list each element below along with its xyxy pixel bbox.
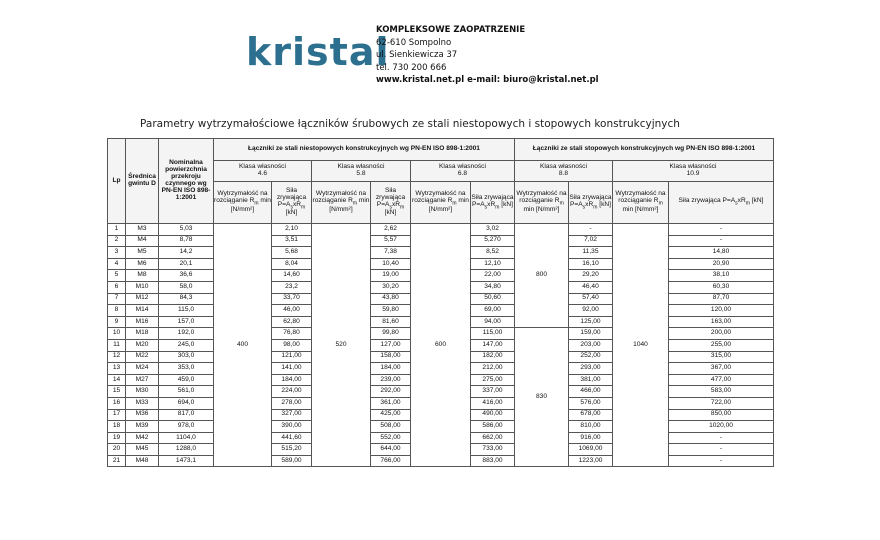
cell-diameter: M36: [126, 409, 159, 421]
cell-force-46: 98,00: [272, 339, 312, 351]
header-rm-min: Wytrzymałość na rozciąganie $R_m$ min [N/mm²]: [613, 182, 669, 224]
cell-force-68: 275,00: [471, 374, 515, 386]
cell-lp: 11: [108, 339, 126, 351]
header-rm-min: Wytrzymałość na rozciąganie $R_m$ min [N/mm²]: [411, 182, 471, 224]
cell-force-109: 315,00: [669, 351, 774, 363]
class-value: 6.8: [457, 170, 468, 177]
cell-area: 245,0: [159, 339, 214, 351]
cell-force-58: 766,00: [371, 455, 411, 467]
cell-diameter: M42: [126, 432, 159, 444]
cell-force-109: 87,70: [669, 293, 774, 305]
company-address-street: ul. Sienkiewicza 37: [376, 50, 458, 60]
cell-force-46: 2,10: [272, 224, 312, 236]
class-label: Klasa własności: [239, 163, 286, 171]
header-lp: Lp: [108, 139, 126, 224]
cell-force-88: 1069,00: [569, 444, 613, 456]
cell-force-46: 76,80: [272, 328, 312, 340]
cell-force-58: 508,00: [371, 421, 411, 433]
cell-force-109: 477,00: [669, 374, 774, 386]
cell-force-46: 141,00: [272, 363, 312, 375]
cell-force-46: 278,00: [272, 397, 312, 409]
cell-force-68: 337,00: [471, 386, 515, 398]
cell-force-109: -: [669, 444, 774, 456]
cell-force-46: 46,00: [272, 305, 312, 317]
cell-force-109: 583,00: [669, 386, 774, 398]
header-diameter: Średnica gwintu D: [126, 139, 159, 224]
cell-diameter: M20: [126, 339, 159, 351]
cell-force-58: 425,00: [371, 409, 411, 421]
cell-force-88: 252,00: [569, 351, 613, 363]
cell-lp: 4: [108, 258, 126, 270]
cell-force-58: 184,00: [371, 363, 411, 375]
cell-force-68: 22,00: [471, 270, 515, 282]
cell-force-68: 34,80: [471, 281, 515, 293]
cell-area: 303,0: [159, 351, 214, 363]
cell-force-88: -: [569, 224, 613, 236]
cell-force-109: 163,00: [669, 316, 774, 328]
cell-force-88: 125,00: [569, 316, 613, 328]
header-rm-min: Wytrzymałość na rozciąganie $R_m$ min [N/mm²]: [515, 182, 569, 224]
cell-force-58: 292,00: [371, 386, 411, 398]
header-breaking-force: Siła zrywająca $P=A_sxR_m$ [kN]: [371, 182, 411, 224]
cell-force-58: 43,80: [371, 293, 411, 305]
cell-force-46: 121,00: [272, 351, 312, 363]
cell-lp: 12: [108, 351, 126, 363]
cell-force-109: -: [669, 224, 774, 236]
cell-force-46: 327,00: [272, 409, 312, 421]
cell-area: 1288,0: [159, 444, 214, 456]
cell-area: 978,0: [159, 421, 214, 433]
header-breaking-force: Siła zrywająca $P=A_sxR_m$ [kN]: [669, 182, 774, 224]
class-label: Klasa własności: [540, 163, 587, 171]
cell-force-68: 8,52: [471, 247, 515, 259]
cell-area: 459,0: [159, 374, 214, 386]
cell-force-58: 2,62: [371, 224, 411, 236]
cell-force-46: 224,00: [272, 386, 312, 398]
header-class-46: [214, 161, 312, 182]
cell-force-109: 722,00: [669, 397, 774, 409]
cell-force-46: 33,70: [272, 293, 312, 305]
cell-rm-58: 520: [312, 224, 371, 467]
cell-lp: 9: [108, 316, 126, 328]
class-value: 10.9: [686, 170, 700, 177]
cell-rm-88-large: 830: [515, 328, 569, 467]
cell-force-109: 120,00: [669, 305, 774, 317]
cell-force-68: 733,00: [471, 444, 515, 456]
header-class-68: [411, 161, 515, 182]
cell-force-68: 3,02: [471, 224, 515, 236]
company-address-city: 62-610 Sompolno: [376, 37, 452, 48]
cell-force-109: -: [669, 432, 774, 444]
cell-force-109: 255,00: [669, 339, 774, 351]
cell-area: 157,0: [159, 316, 214, 328]
cell-area: 1104,0: [159, 432, 214, 444]
cell-diameter: M22: [126, 351, 159, 363]
cell-lp: 5: [108, 270, 126, 282]
cell-diameter: M30: [126, 386, 159, 398]
header-rm-min: Wytrzymałość na rozciąganie $R_m$ min [N/mm²]: [312, 182, 371, 224]
cell-diameter: M48: [126, 455, 159, 467]
header-group-nonalloy: Łączniki ze stali niestopowych konstrukcyjnych wg PN-EN ISO 898-1:2001: [214, 139, 515, 161]
header-class-88: [515, 161, 613, 182]
cell-force-109: 1020,00: [669, 421, 774, 433]
cell-lp: 2: [108, 235, 126, 247]
cell-diameter: M8: [126, 270, 159, 282]
strength-table: [107, 138, 774, 467]
cell-force-68: 182,00: [471, 351, 515, 363]
cell-force-88: 11,35: [569, 247, 613, 259]
class-value: 5.8: [356, 170, 366, 177]
cell-force-68: 115,00: [471, 328, 515, 340]
cell-rm-68: 600: [411, 224, 471, 467]
cell-force-68: 12,10: [471, 258, 515, 270]
table-row: [108, 224, 774, 236]
header-area: Nominalna powierzchnia przekroju czynnego wg PN-EN ISO 898-1:2001: [159, 139, 214, 224]
cell-lp: 3: [108, 247, 126, 259]
cell-diameter: M3: [126, 224, 159, 236]
cell-force-46: 3,51: [272, 235, 312, 247]
class-label: Klasa własności: [439, 163, 486, 171]
cell-force-88: 916,00: [569, 432, 613, 444]
class-value: 4.6: [257, 170, 268, 177]
cell-force-68: 50,60: [471, 293, 515, 305]
cell-area: 694,0: [159, 397, 214, 409]
cell-force-58: 552,00: [371, 432, 411, 444]
cell-force-58: 127,00: [371, 339, 411, 351]
cell-force-88: 29,20: [569, 270, 613, 282]
cell-diameter: M12: [126, 293, 159, 305]
cell-force-46: 23,2: [272, 281, 312, 293]
cell-force-46: 589,00: [272, 455, 312, 467]
header-breaking-force: Siła zrywająca $P=A_sxR_m$ [kN]: [471, 182, 515, 224]
class-label: Klasa własności: [669, 163, 717, 171]
cell-area: 14,2: [159, 247, 214, 259]
cell-force-46: 5,68: [272, 247, 312, 259]
cell-force-58: 81,60: [371, 316, 411, 328]
company-web-email: www.kristal.net.pl e-mail: biuro@kristal.net.pl: [376, 75, 599, 85]
cell-force-68: 490,00: [471, 409, 515, 421]
cell-force-58: 239,00: [371, 374, 411, 386]
cell-force-58: 158,00: [371, 351, 411, 363]
cell-lp: 17: [108, 409, 126, 421]
cell-area: 192,0: [159, 328, 214, 340]
cell-force-109: 367,00: [669, 363, 774, 375]
cell-force-58: 30,20: [371, 281, 411, 293]
cell-lp: 1: [108, 224, 126, 236]
cell-diameter: M33: [126, 397, 159, 409]
cell-force-109: 20,90: [669, 258, 774, 270]
cell-force-58: 361,00: [371, 397, 411, 409]
cell-lp: 14: [108, 374, 126, 386]
cell-force-46: 184,00: [272, 374, 312, 386]
cell-diameter: M18: [126, 328, 159, 340]
cell-force-58: 19,00: [371, 270, 411, 282]
company-name: KOMPLEKSOWE ZAOPATRZENIE: [376, 25, 526, 35]
cell-force-68: 212,00: [471, 363, 515, 375]
header-group-alloy: Łączniki ze stali stopowych konstrukcyjnych wg PN-EN ISO 898-1:2001: [515, 139, 774, 161]
cell-force-88: 576,00: [569, 397, 613, 409]
cell-area: 1473,1: [159, 455, 214, 467]
cell-diameter: M16: [126, 316, 159, 328]
cell-force-88: 1223,00: [569, 455, 613, 467]
cell-area: 115,0: [159, 305, 214, 317]
cell-area: 353,0: [159, 363, 214, 375]
cell-diameter: M39: [126, 421, 159, 433]
cell-lp: 13: [108, 363, 126, 375]
cell-force-88: 7,02: [569, 235, 613, 247]
cell-force-109: 60,30: [669, 281, 774, 293]
cell-force-109: -: [669, 455, 774, 467]
company-phone: tel. 730 200 666: [376, 62, 447, 73]
cell-lp: 20: [108, 444, 126, 456]
cell-force-88: 159,00: [569, 328, 613, 340]
cell-force-88: 810,00: [569, 421, 613, 433]
cell-force-68: 586,00: [471, 421, 515, 433]
cell-diameter: M45: [126, 444, 159, 456]
cell-rm-88-small: 800: [515, 224, 569, 328]
cell-diameter: M24: [126, 363, 159, 375]
cell-area: 561,0: [159, 386, 214, 398]
header-breaking-force: Siła zrywająca $P=A_sxR_m$ [kN]: [569, 182, 613, 224]
cell-force-68: 662,00: [471, 432, 515, 444]
cell-diameter: M6: [126, 258, 159, 270]
cell-force-58: 99,80: [371, 328, 411, 340]
cell-lp: 19: [108, 432, 126, 444]
cell-force-58: 644,00: [371, 444, 411, 456]
class-value: 8.8: [558, 170, 569, 177]
cell-force-88: 381,00: [569, 374, 613, 386]
cell-lp: 16: [108, 397, 126, 409]
cell-diameter: M4: [126, 235, 159, 247]
cell-force-68: 416,00: [471, 397, 515, 409]
class-label: Klasa własności: [337, 163, 385, 171]
cell-area: 8,78: [159, 235, 214, 247]
cell-diameter: M5: [126, 247, 159, 259]
cell-force-58: 5,57: [371, 235, 411, 247]
header-class-58: [312, 161, 411, 182]
kristal-logo: kristal: [246, 30, 390, 74]
cell-force-109: 850,00: [669, 409, 774, 421]
cell-area: 84,3: [159, 293, 214, 305]
cell-lp: 6: [108, 281, 126, 293]
cell-lp: 7: [108, 293, 126, 305]
cell-force-68: 147,00: [471, 339, 515, 351]
cell-force-68: 94,00: [471, 316, 515, 328]
cell-area: 36,6: [159, 270, 214, 282]
cell-area: 5,03: [159, 224, 214, 236]
cell-force-46: 441,60: [272, 432, 312, 444]
cell-force-88: 46,40: [569, 281, 613, 293]
cell-force-88: 203,00: [569, 339, 613, 351]
cell-diameter: M14: [126, 305, 159, 317]
cell-lp: 18: [108, 421, 126, 433]
cell-area: 20,1: [159, 258, 214, 270]
cell-lp: 21: [108, 455, 126, 467]
cell-force-68: 883,00: [471, 455, 515, 467]
cell-force-88: 678,00: [569, 409, 613, 421]
cell-force-109: 38,10: [669, 270, 774, 282]
header-rm-min: Wytrzymałość na rozciąganie $R_m$ min [N/mm²]: [214, 182, 272, 224]
cell-force-88: 293,00: [569, 363, 613, 375]
cell-rm-46: 400: [214, 224, 272, 467]
cell-force-109: 14,80: [669, 247, 774, 259]
cell-diameter: M27: [126, 374, 159, 386]
cell-force-58: 7,38: [371, 247, 411, 259]
cell-force-68: 69,00: [471, 305, 515, 317]
cell-force-46: 8,04: [272, 258, 312, 270]
cell-force-46: 62,80: [272, 316, 312, 328]
cell-area: 58,0: [159, 281, 214, 293]
cell-force-46: 14,60: [272, 270, 312, 282]
cell-force-88: 16,10: [569, 258, 613, 270]
cell-force-46: 515,20: [272, 444, 312, 456]
cell-lp: 15: [108, 386, 126, 398]
cell-force-58: 59,80: [371, 305, 411, 317]
cell-force-109: 200,00: [669, 328, 774, 340]
header-class-109: [613, 161, 774, 182]
cell-force-46: 390,00: [272, 421, 312, 433]
cell-rm-109: 1040: [613, 224, 669, 467]
cell-force-88: 92,00: [569, 305, 613, 317]
header-breaking-force: Siła zrywająca $P=A_sxR_m$ [kN]: [272, 182, 312, 224]
cell-force-88: 466,00: [569, 386, 613, 398]
cell-force-58: 10,40: [371, 258, 411, 270]
cell-force-109: -: [669, 235, 774, 247]
cell-lp: 8: [108, 305, 126, 317]
company-info: [376, 24, 599, 87]
cell-force-68: 5,270: [471, 235, 515, 247]
cell-area: 817,0: [159, 409, 214, 421]
cell-diameter: M10: [126, 281, 159, 293]
cell-lp: 10: [108, 328, 126, 340]
document-title: Parametry wytrzymałościowe łączników śrubowych ze stali niestopowych i stopowych konstrukcyjnych: [140, 118, 680, 130]
cell-force-88: 57,40: [569, 293, 613, 305]
